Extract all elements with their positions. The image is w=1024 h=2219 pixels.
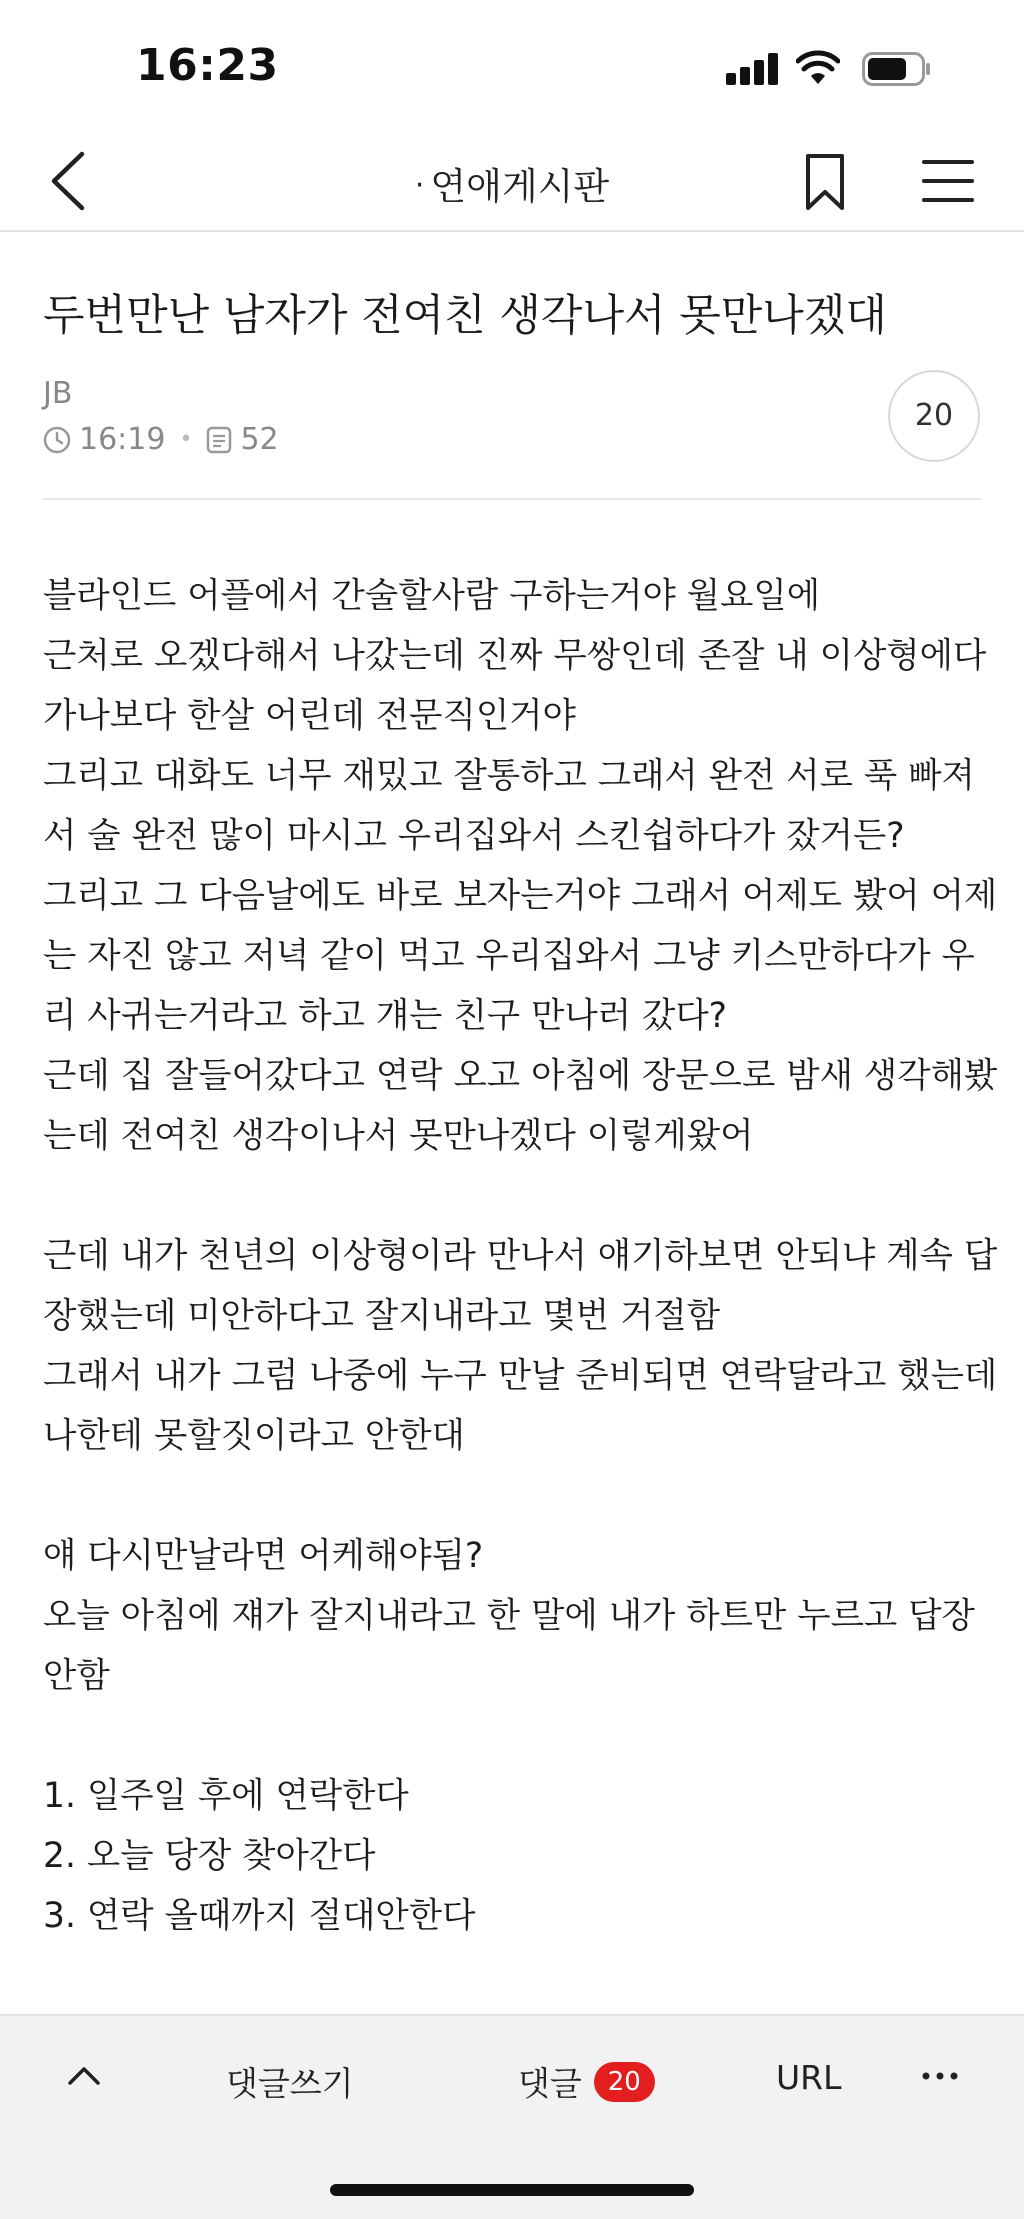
status-time: 16:23 <box>136 40 279 91</box>
post-body-line: 그래서 내가 그럼 나중에 누구 만날 준비되면 연락달라고 했는데 <box>43 1356 998 1396</box>
comments-label: 댓글 <box>518 2064 582 2103</box>
post-meta <box>43 422 279 457</box>
cellular-signal-icon <box>726 53 780 85</box>
post-body-line: 안함 <box>43 1656 110 1696</box>
wifi-icon <box>796 50 840 86</box>
post-body-line: 리 사귀는거라고 하고 걔는 친구 만나러 갔다? <box>43 996 727 1036</box>
post-body-line: 는 자진 않고 저녁 같이 먹고 우리집와서 그냥 키스만하다가 우 <box>43 936 975 976</box>
post-body-line: 3. 연락 올때까지 절대안한다 <box>43 1896 476 1936</box>
post-body-blank-line <box>43 1466 993 1526</box>
views-icon <box>206 426 232 454</box>
post-body-line: 블라인드 어플에서 간술할사람 구하는거야 월요일에 <box>43 576 821 616</box>
meta-separator: • <box>179 427 193 452</box>
post-body-line: 장했는데 미안하다고 잘지내라고 몇번 거절함 <box>43 1296 721 1336</box>
post-body-line: 얘 다시만날라면 어케해야됨? <box>43 1536 484 1576</box>
write-comment-button[interactable]: 댓글쓰기 <box>226 2064 354 2103</box>
comments-button[interactable] <box>518 2058 655 2105</box>
chevron-up-icon[interactable] <box>64 2056 104 2096</box>
clock-icon <box>43 426 71 454</box>
post-time: 16:19 <box>79 422 166 457</box>
battery-icon <box>862 52 932 86</box>
post-body-line: 근처로 오겠다해서 나갔는데 진짜 무쌍인데 존잘 내 이상형에다 <box>43 636 987 676</box>
nav-bar <box>0 130 1024 232</box>
menu-button[interactable] <box>920 156 976 206</box>
post-body-line: 그리고 대화도 너무 재밌고 잘통하고 그래서 완전 서로 푹 빠져 <box>43 756 975 796</box>
post-body-line: 그리고 그 다음날에도 바로 보자는거야 그래서 어제도 봤어 어제 <box>43 876 998 916</box>
more-options-icon[interactable] <box>918 2056 962 2096</box>
board-title <box>0 156 1024 210</box>
post-body-line: 나한테 못할짓이라고 안한대 <box>43 1416 465 1456</box>
post-body-line: 가나보다 한살 어린데 전문직인거야 <box>43 696 576 736</box>
comments-count-badge: 20 <box>594 2062 655 2102</box>
board-title-text: 연애게시판 <box>430 165 610 208</box>
bookmark-button[interactable] <box>800 152 850 212</box>
post-body-line: 근데 집 잘들어갔다고 연락 오고 아침에 장문으로 밤새 생각해봤 <box>43 1056 998 1096</box>
home-indicator <box>330 2184 694 2196</box>
post-body-line: 2. 오늘 당장 찾아간다 <box>43 1836 376 1876</box>
post-views: 52 <box>240 422 279 457</box>
post-body <box>43 566 998 1946</box>
status-bar <box>0 0 1024 130</box>
post-author[interactable]: JB <box>43 376 73 411</box>
post-title: 두번만난 남자가 전여친 생각나서 못만나겠대 <box>43 291 887 341</box>
post-body-blank-line <box>43 1166 993 1226</box>
post-body-line: 는데 전여친 생각이나서 못만나겠다 이렇게왔어 <box>43 1116 754 1156</box>
board-title-dot: · <box>414 168 425 203</box>
comment-count-circle[interactable]: 20 <box>888 370 980 462</box>
post-body-line: 오늘 아침에 쟤가 잘지내라고 한 말에 내가 하트만 누르고 답장 <box>43 1596 975 1636</box>
post-body-line: 1. 일주일 후에 연락한다 <box>43 1776 409 1816</box>
url-button[interactable]: URL <box>776 2058 842 2097</box>
post-body-blank-line <box>43 1706 993 1766</box>
post-body-line: 근데 내가 천년의 이상형이라 만나서 얘기하보면 안되냐 계속 답 <box>43 1236 998 1276</box>
post-body-line: 서 술 완전 많이 마시고 우리집와서 스킨쉽하다가 잤거든? <box>43 816 905 856</box>
header-divider <box>43 498 981 500</box>
